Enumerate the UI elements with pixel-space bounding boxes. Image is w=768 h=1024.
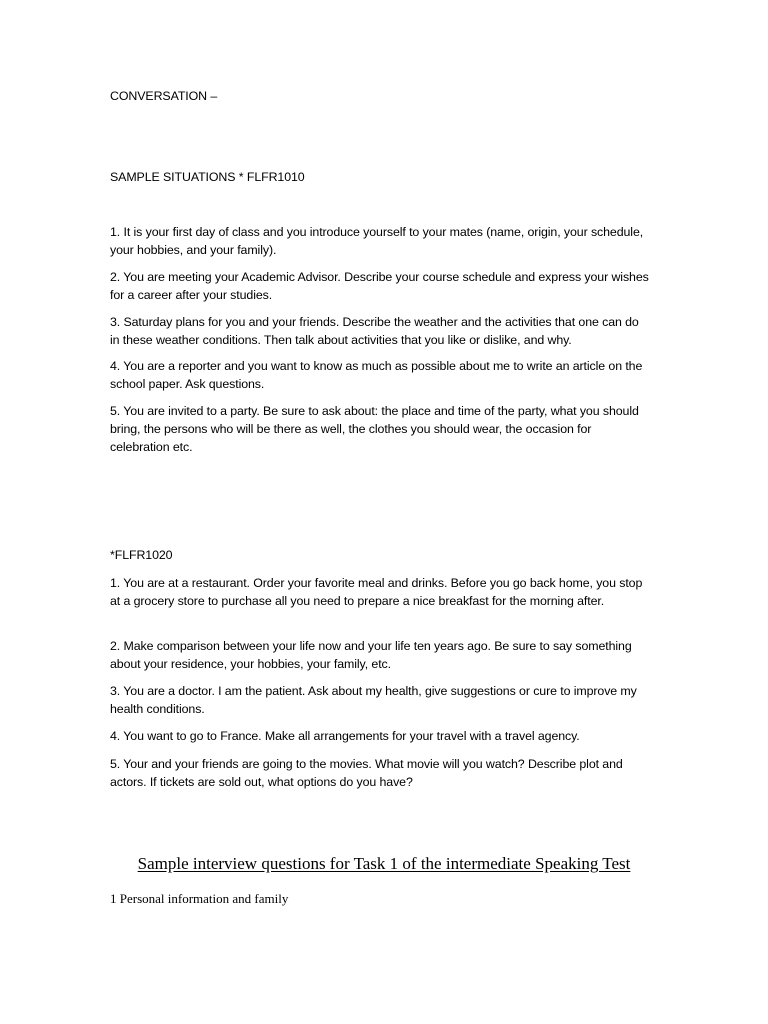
flfr1010-item-5: 5. You are invited to a party. Be sure to ask about: the place and time of the party, what you should bring, the persons who will be there as well, the clothes you should wear, the occasion for celebration etc. xyxy=(110,404,639,454)
flfr1010-item-2: 2. You are meeting your Academic Advisor. Describe your course schedule and express your wishes for a career after your studies. xyxy=(110,270,649,302)
flfr1020-item-5: 5. Your and your friends are going to the movies. What movie will you watch? Describe plot and actors. If tickets are sold out, what options do you have? xyxy=(110,757,623,789)
interview-subheading: 1 Personal information and family xyxy=(110,891,289,906)
flfr1020-heading: *FLFR1020 xyxy=(110,548,173,562)
flfr1010-item-3: 3. Saturday plans for you and your friends. Describe the weather and the activities that one can do in these weather conditions. Then talk about activities that you like or dislike, and why. xyxy=(110,315,639,347)
conversation-heading: CONVERSATION – xyxy=(110,89,218,103)
flfr1010-item-1: 1. It is your first day of class and you introduce yourself to your mates (name, origin, your schedule, your hobbies, and your family). xyxy=(110,225,644,257)
flfr1020-item-3: 3. You are a doctor. I am the patient. Ask about my health, give suggestions or cure to improve my health conditions. xyxy=(110,684,637,716)
flfr1020-item-4: 4. You want to go to France. Make all arrangements for your travel with a travel agency. xyxy=(110,729,580,743)
flfr1020-item-1: 1. You are at a restaurant. Order your favorite meal and drinks. Before you go back home, you stop at a grocery store to purchase all you need to prepare a nice breakfast for the morning after. xyxy=(110,576,643,608)
flfr1010-item-4: 4. You are a reporter and you want to know as much as possible about me to write an article on the school paper. Ask questions. xyxy=(110,359,643,391)
sample-situations-heading: SAMPLE SITUATIONS * FLFR1010 xyxy=(110,170,305,184)
interview-questions-title: Sample interview questions for Task 1 of the intermediate Speaking Test xyxy=(137,854,631,873)
flfr1020-item-2: 2. Make comparison between your life now and your life ten years ago. Be sure to say something about your residence, your hobbies, your family, etc. xyxy=(110,639,632,671)
